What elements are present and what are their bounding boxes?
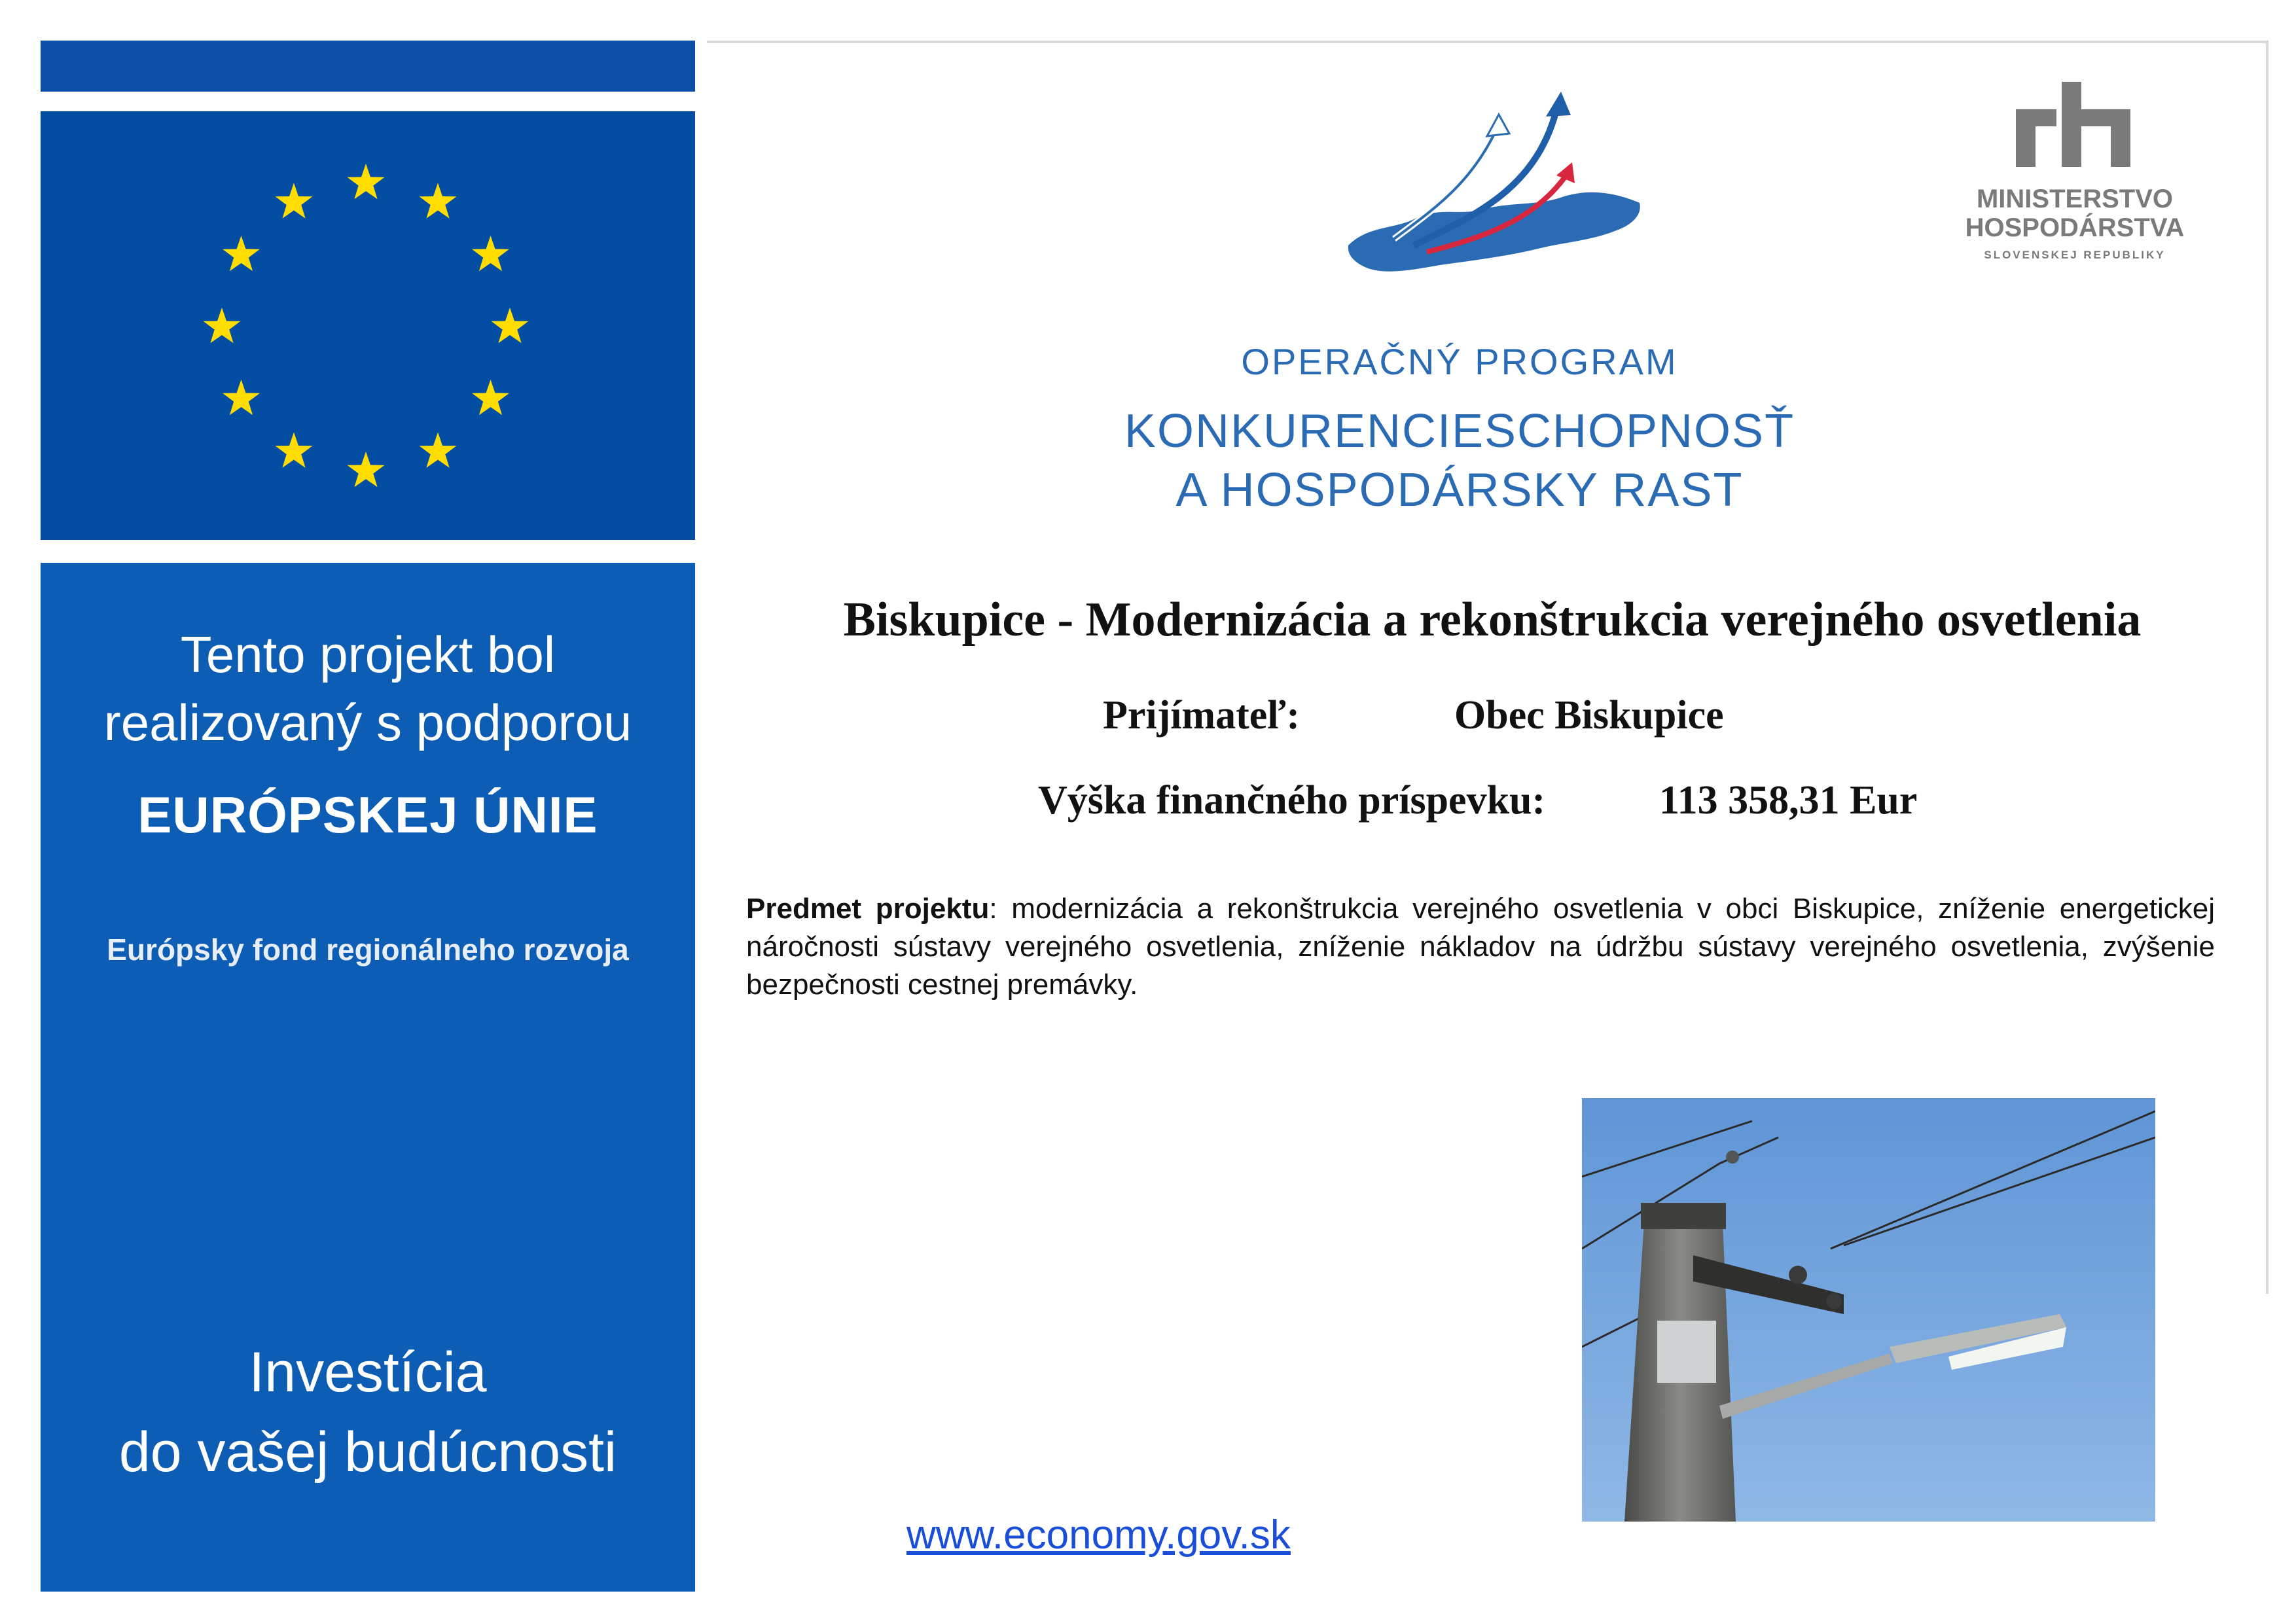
amount-label: Výška finančného príspevku:	[1038, 778, 1546, 823]
eu-star-icon	[348, 164, 385, 199]
eu-union-heading: EURÓPSKEJ ÚNIE	[137, 786, 598, 844]
eu-star-icon	[223, 380, 260, 415]
ministry-logo-icon	[2016, 82, 2134, 167]
eu-flag	[41, 111, 695, 540]
eu-star-circle	[204, 164, 529, 487]
op-logo-graphic	[1342, 85, 1649, 294]
project-title: Biskupice - Modernizácia a rekonštrukcia verejného osvetlenia	[843, 593, 2142, 647]
economy-website-link[interactable]: www.economy.gov.sk	[906, 1512, 1291, 1558]
eu-line2: realizovaný s podporou	[103, 694, 632, 751]
eu-star-icon	[348, 452, 385, 487]
ministry-name	[1937, 185, 2212, 242]
eu-star-icon	[472, 380, 509, 415]
op-name-line1: KONKURENCIESCHOPNOSŤ	[1124, 405, 1795, 457]
frame-top-line	[707, 41, 2269, 43]
op-program-name	[1021, 402, 1898, 520]
eu-support-text	[41, 620, 695, 757]
ministry-subtitle: SLOVENSKEJ REPUBLIKY	[1984, 249, 2166, 261]
eu-star-icon	[276, 433, 313, 468]
eu-top-strip	[41, 41, 695, 92]
amount-value: 113 358,31 Eur	[1659, 778, 1918, 823]
eu-star-icon	[420, 433, 457, 468]
street-light-photo	[1582, 1098, 2155, 1522]
recipient-value: Obec Biskupice	[1454, 693, 1724, 738]
eu-stars-svg	[41, 111, 695, 540]
eu-star-icon	[472, 236, 509, 271]
project-description	[746, 890, 2215, 1004]
recipient-label: Prijímateľ:	[1103, 693, 1300, 738]
eu-star-icon	[492, 308, 529, 343]
frame-right-line	[2266, 41, 2269, 1294]
subject-label: Predmet projektu	[746, 893, 990, 925]
eu-slogan-line1: Investícia	[249, 1341, 487, 1404]
eu-star-icon	[276, 183, 313, 219]
eu-slogan	[41, 1332, 695, 1492]
op-program-label: OPERAČNÝ PROGRAM	[1241, 341, 1678, 382]
eu-star-icon	[223, 236, 260, 271]
subject-text: : modernizácia a rekonštrukcia verejného osvetlenia v obci Biskupice, zníženie energetickej náročnosti sústavy verejného osvetlenia, zníženie nákladov na údržbu sústavy verejného osvetlenia, zvýšenie bezpečnosti cestnej premávky.	[746, 893, 2215, 1001]
eu-line1: Tento projekt bol	[180, 626, 556, 683]
op-name-line2: A HOSPODÁRSKY RAST	[1175, 464, 1744, 516]
eu-fund-name: Európsky fond regionálneho rozvoja	[107, 933, 629, 967]
eu-star-icon	[204, 308, 241, 343]
eu-star-icon	[420, 183, 457, 219]
slovakia-map-arrows-icon	[1342, 85, 1649, 294]
ministry-line1: MINISTERSTVO	[1976, 185, 2174, 213]
eu-slogan-line2: do vašej budúcnosti	[118, 1421, 617, 1484]
ministry-line2: HOSPODÁRSTVA	[1965, 213, 2185, 242]
